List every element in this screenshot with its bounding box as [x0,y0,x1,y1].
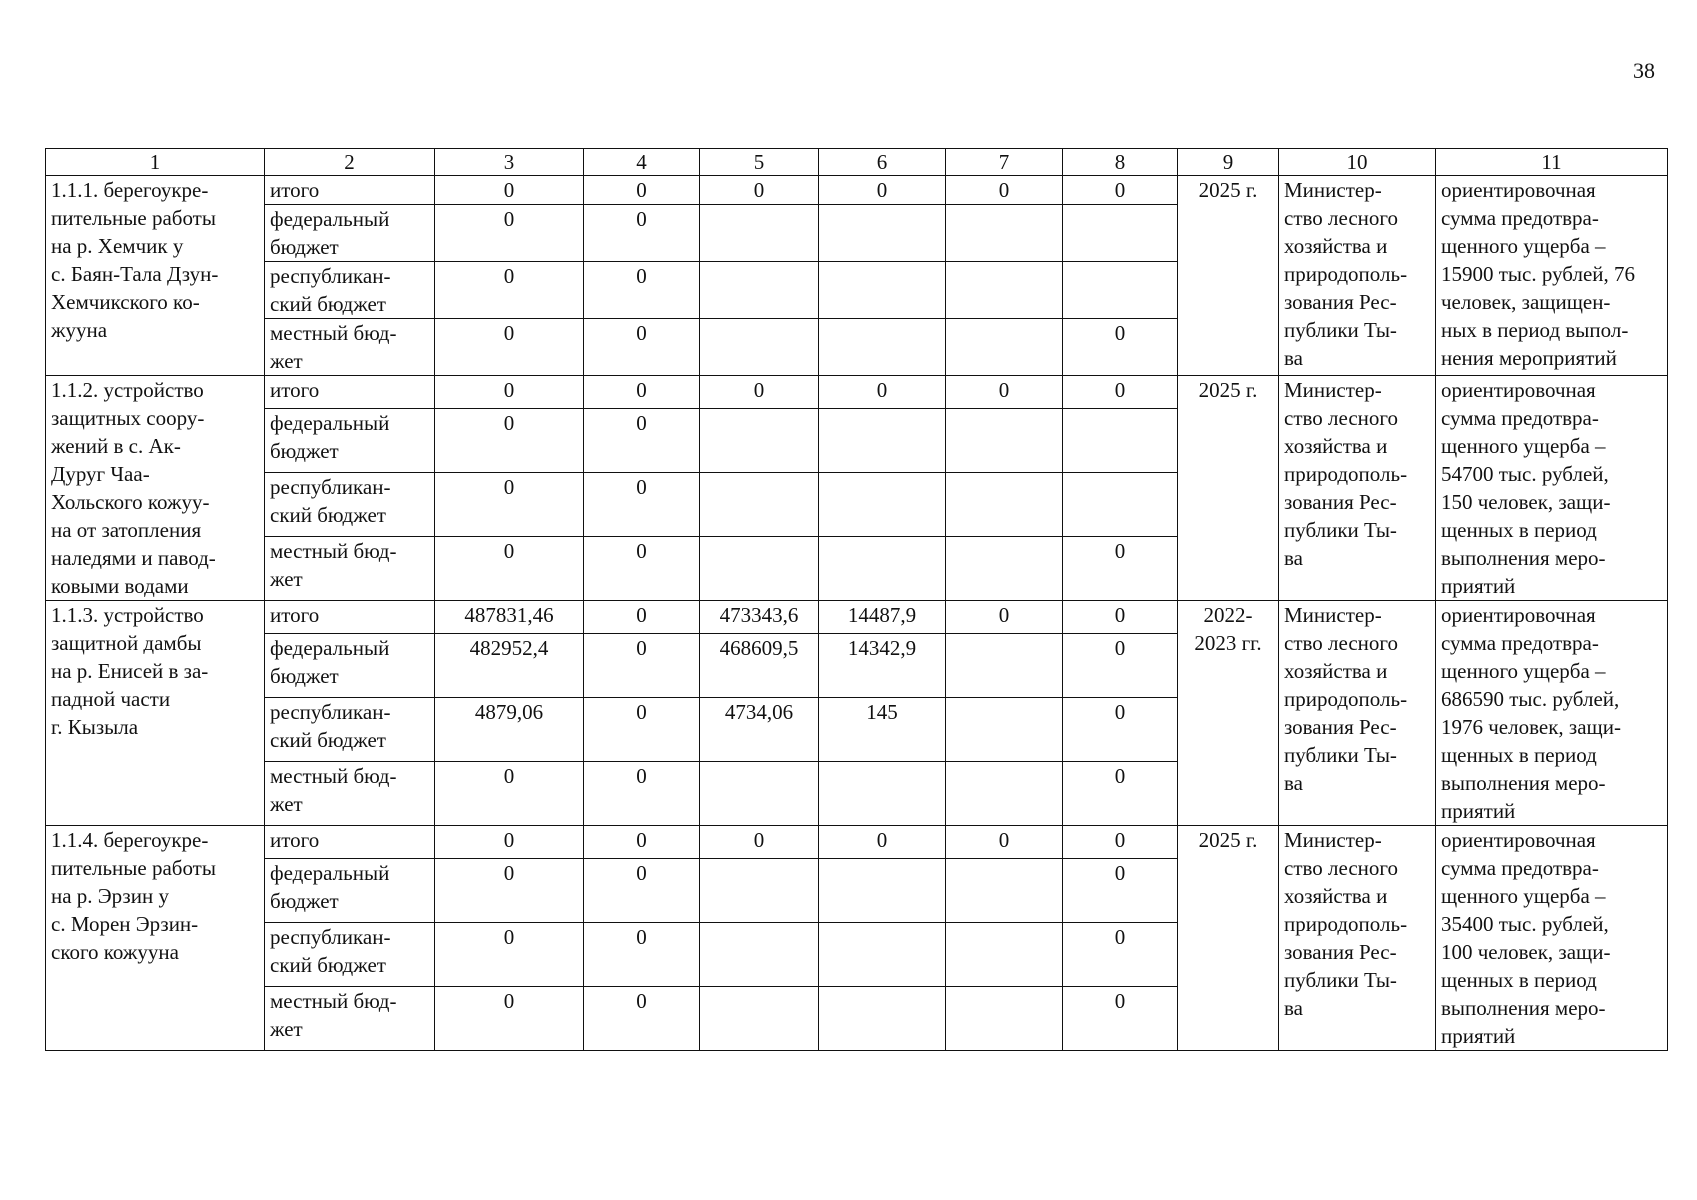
amount-cell-c8: 0 [1063,176,1178,205]
amount-cell-c4: 0 [584,536,700,600]
amount-cell-c5 [700,536,819,600]
header-col-1: 1 [46,149,265,176]
amount-cell-c6 [819,922,946,986]
budget-source-local: местный бюд- жет [265,319,435,376]
budget-source-total: итого [265,601,435,634]
result-note-cell: ориентировочная сумма предотвра- щенного ущерба – 54700 тыс. рублей, 150 человек, защи- щенных в период выполнения меро- приятий [1436,376,1668,601]
amount-cell-c4: 0 [584,319,700,376]
executor-cell: Министер- ство лесного хозяйства и природополь- зования Рес- публики Ты- ва [1279,176,1436,376]
table-row [46,176,1668,205]
table-body [46,176,1668,1051]
budget-source-local: местный бюд- жет [265,761,435,825]
page-number: 38 [1633,58,1655,83]
measure-name-cell: 1.1.1. берегоукре- пительные работы на р. Хемчик у с. Баян-Тала Дзун- Хемчикского ко- жууна [46,176,265,376]
amount-cell-c7 [946,922,1063,986]
amount-cell-c6 [819,536,946,600]
amount-cell-c3: 4879,06 [435,697,584,761]
amount-cell-c4: 0 [584,826,700,859]
header-col-5: 5 [700,149,819,176]
budget-source-federal: федеральный бюджет [265,858,435,922]
budget-source-federal: федеральный бюджет [265,633,435,697]
amount-cell-c5: 468609,5 [700,633,819,697]
budget-source-local: местный бюд- жет [265,536,435,600]
amount-cell-c8: 0 [1063,922,1178,986]
period-cell: 2025 г. [1178,826,1279,1051]
amount-cell-c7: 0 [946,376,1063,409]
header-col-8: 8 [1063,149,1178,176]
amount-cell-c7 [946,205,1063,262]
header-row [46,149,1668,176]
amount-cell-c4: 0 [584,761,700,825]
amount-cell-c4: 0 [584,176,700,205]
amount-cell-c6: 14342,9 [819,633,946,697]
amount-cell-c3: 0 [435,986,584,1050]
amount-cell-c3: 0 [435,176,584,205]
amount-cell-c4: 0 [584,472,700,536]
amount-cell-c7 [946,472,1063,536]
amount-cell-c4: 0 [584,205,700,262]
budget-source-federal: федеральный бюджет [265,408,435,472]
amount-cell-c8: 0 [1063,536,1178,600]
amount-cell-c3: 0 [435,376,584,409]
program-table [45,148,1668,1051]
table-row [46,826,1668,859]
amount-cell-c5 [700,922,819,986]
table-row [46,376,1668,409]
header-col-9: 9 [1178,149,1279,176]
header-col-3: 3 [435,149,584,176]
budget-source-republic: республикан- ский бюджет [265,472,435,536]
header-col-7: 7 [946,149,1063,176]
amount-cell-c5: 0 [700,826,819,859]
amount-cell-c8: 0 [1063,858,1178,922]
amount-cell-c6: 0 [819,176,946,205]
amount-cell-c3: 0 [435,826,584,859]
amount-cell-c6 [819,858,946,922]
amount-cell-c5: 4734,06 [700,697,819,761]
executor-cell: Министер- ство лесного хозяйства и природополь- зования Рес- публики Ты- ва [1279,601,1436,826]
period-cell: 2025 г. [1178,376,1279,601]
budget-source-republic: республикан- ский бюджет [265,262,435,319]
result-note-cell: ориентировочная сумма предотвра- щенного ущерба – 35400 тыс. рублей, 100 человек, защи- щенных в период выполнения меро- приятий [1436,826,1668,1051]
header-col-11: 11 [1436,149,1668,176]
amount-cell-c3: 0 [435,922,584,986]
period-cell: 2022- 2023 гг. [1178,601,1279,826]
amount-cell-c5: 0 [700,376,819,409]
amount-cell-c8: 0 [1063,319,1178,376]
amount-cell-c6: 0 [819,376,946,409]
amount-cell-c4: 0 [584,986,700,1050]
amount-cell-c4: 0 [584,601,700,634]
amount-cell-c4: 0 [584,922,700,986]
amount-cell-c7 [946,319,1063,376]
amount-cell-c6 [819,205,946,262]
amount-cell-c8 [1063,205,1178,262]
amount-cell-c7: 0 [946,601,1063,634]
amount-cell-c5 [700,319,819,376]
budget-source-republic: республикан- ский бюджет [265,697,435,761]
amount-cell-c7: 0 [946,826,1063,859]
amount-cell-c5 [700,472,819,536]
amount-cell-c8 [1063,262,1178,319]
amount-cell-c7 [946,536,1063,600]
amount-cell-c4: 0 [584,376,700,409]
table-row [46,601,1668,634]
amount-cell-c3: 0 [435,262,584,319]
amount-cell-c5 [700,408,819,472]
amount-cell-c6 [819,262,946,319]
amount-cell-c5 [700,205,819,262]
amount-cell-c4: 0 [584,262,700,319]
amount-cell-c3: 0 [435,408,584,472]
amount-cell-c3: 482952,4 [435,633,584,697]
amount-cell-c8: 0 [1063,761,1178,825]
amount-cell-c3: 0 [435,472,584,536]
executor-cell: Министер- ство лесного хозяйства и природополь- зования Рес- публики Ты- ва [1279,826,1436,1051]
amount-cell-c6 [819,472,946,536]
amount-cell-c8: 0 [1063,826,1178,859]
budget-source-total: итого [265,376,435,409]
amount-cell-c7 [946,408,1063,472]
executor-cell: Министер- ство лесного хозяйства и природополь- зования Рес- публики Ты- ва [1279,376,1436,601]
result-note-cell: ориентировочная сумма предотвра- щенного ущерба – 15900 тыс. рублей, 76 человек, защищен- ных в период выпол- нения мероприятий [1436,176,1668,376]
amount-cell-c8: 0 [1063,633,1178,697]
amount-cell-c4: 0 [584,858,700,922]
amount-cell-c3: 0 [435,536,584,600]
amount-cell-c7 [946,986,1063,1050]
amount-cell-c3: 0 [435,761,584,825]
header-col-6: 6 [819,149,946,176]
amount-cell-c5: 0 [700,176,819,205]
amount-cell-c8 [1063,408,1178,472]
amount-cell-c6 [819,408,946,472]
amount-cell-c7 [946,633,1063,697]
amount-cell-c4: 0 [584,633,700,697]
amount-cell-c7 [946,761,1063,825]
amount-cell-c8: 0 [1063,601,1178,634]
amount-cell-c8: 0 [1063,376,1178,409]
amount-cell-c7 [946,262,1063,319]
amount-cell-c8: 0 [1063,986,1178,1050]
measure-name-cell: 1.1.3. устройство защитной дамбы на р. Енисей в за- падной части г. Кызыла [46,601,265,826]
amount-cell-c6 [819,986,946,1050]
budget-source-federal: федеральный бюджет [265,205,435,262]
amount-cell-c5: 473343,6 [700,601,819,634]
amount-cell-c8 [1063,472,1178,536]
amount-cell-c7 [946,697,1063,761]
amount-cell-c5 [700,986,819,1050]
amount-cell-c3: 487831,46 [435,601,584,634]
amount-cell-c3: 0 [435,858,584,922]
budget-source-total: итого [265,826,435,859]
result-note-cell: ориентировочная сумма предотвра- щенного ущерба – 686590 тыс. рублей, 1976 человек, защи- щенных в период выполнения меро- приятий [1436,601,1668,826]
amount-cell-c6 [819,319,946,376]
measure-name-cell: 1.1.4. берегоукре- пительные работы на р. Эрзин у с. Морен Эрзин- ского кожууна [46,826,265,1051]
amount-cell-c8: 0 [1063,697,1178,761]
amount-cell-c5 [700,761,819,825]
amount-cell-c3: 0 [435,319,584,376]
header-col-2: 2 [265,149,435,176]
amount-cell-c4: 0 [584,697,700,761]
budget-source-republic: республикан- ский бюджет [265,922,435,986]
budget-source-local: местный бюд- жет [265,986,435,1050]
amount-cell-c3: 0 [435,205,584,262]
header-col-4: 4 [584,149,700,176]
period-cell: 2025 г. [1178,176,1279,376]
budget-source-total: итого [265,176,435,205]
amount-cell-c6 [819,761,946,825]
amount-cell-c6: 14487,9 [819,601,946,634]
amount-cell-c6: 0 [819,826,946,859]
measure-name-cell: 1.1.2. устройство защитных соору- жений в с. Ак- Дуруг Чаа- Хольского кожуу- на от затопления наледями и павод- ковыми водами [46,376,265,601]
amount-cell-c6: 145 [819,697,946,761]
amount-cell-c5 [700,858,819,922]
amount-cell-c7: 0 [946,176,1063,205]
amount-cell-c5 [700,262,819,319]
header-col-10: 10 [1279,149,1436,176]
amount-cell-c7 [946,858,1063,922]
amount-cell-c4: 0 [584,408,700,472]
